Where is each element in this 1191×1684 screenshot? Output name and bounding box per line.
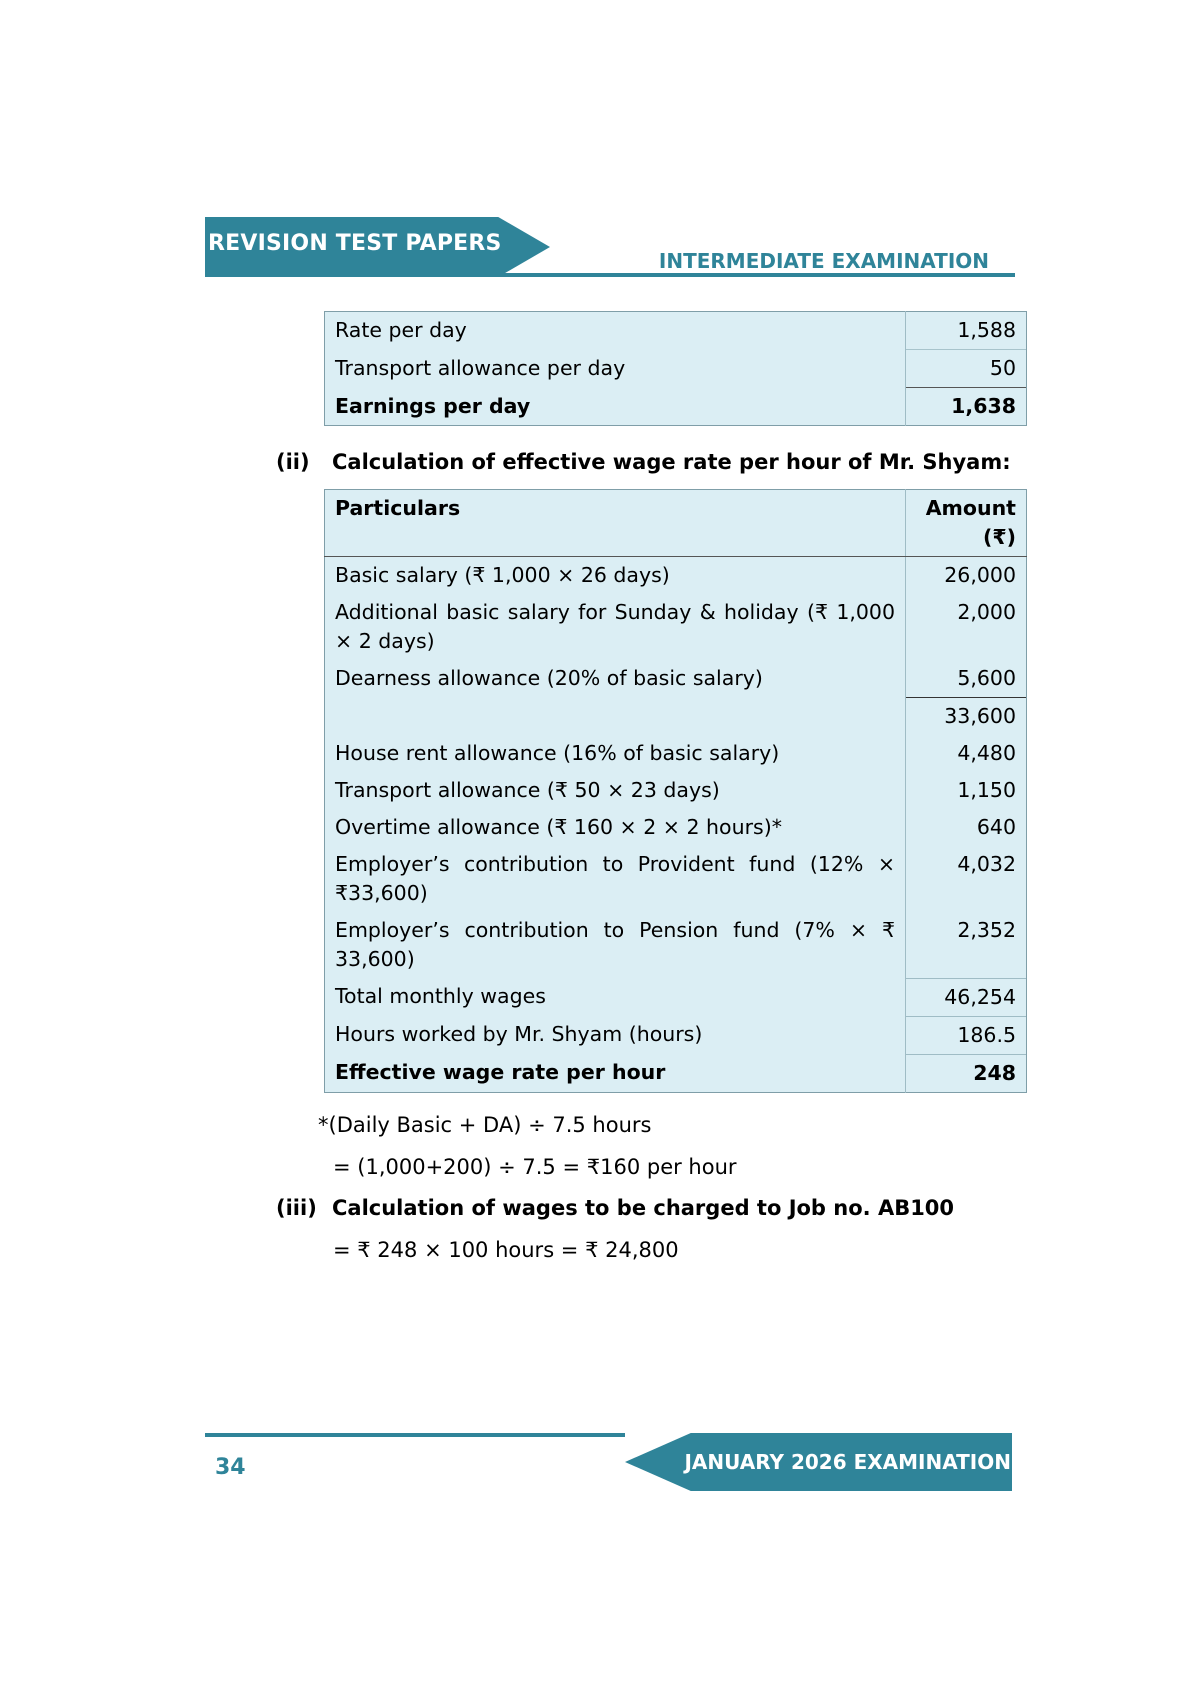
header-exam-title: INTERMEDIATE EXAMINATION	[658, 249, 989, 273]
row-label: Dearness allowance (20% of basic salary)	[325, 660, 906, 698]
section-title: Calculation of effective wage rate per hour of Mr. Shyam:	[332, 450, 1011, 474]
table-header-row	[325, 490, 1027, 557]
row-amount: 1,150	[906, 772, 1027, 809]
table-row	[325, 557, 1027, 595]
table-row	[325, 1016, 1027, 1054]
row-label: Basic salary (₹ 1,000 × 26 days)	[325, 557, 906, 595]
header-divider	[495, 273, 1015, 277]
row-amount: 186.5	[906, 1016, 1027, 1054]
header-banner-title: REVISION TEST PAPERS	[208, 231, 502, 256]
table-row	[325, 735, 1027, 772]
section-title: Calculation of wages to be charged to Job no. AB100	[332, 1196, 955, 1220]
row-amount: 4,480	[906, 735, 1027, 772]
row-label: Overtime allowance (₹ 160 × 2 × 2 hours)*	[325, 809, 906, 846]
row-amount: 2,000	[906, 594, 1027, 660]
footer-divider	[205, 1433, 625, 1437]
table-row	[325, 809, 1027, 846]
table-row	[325, 698, 1027, 736]
row-amount: 640	[906, 809, 1027, 846]
row-amount: 2,352	[906, 912, 1027, 978]
row-amount: 33,600	[906, 698, 1027, 736]
row-label	[325, 698, 906, 736]
table-row	[325, 350, 1027, 388]
table-row	[325, 660, 1027, 698]
row-label: Earnings per day	[325, 388, 906, 426]
table-row	[325, 846, 1027, 912]
row-label: Transport allowance (₹ 50 × 23 days)	[325, 772, 906, 809]
row-label: Additional basic salary for Sunday & holiday (₹ 1,000 × 2 days)	[325, 594, 906, 660]
column-header-particulars: Particulars	[325, 490, 906, 557]
row-label: Effective wage rate per hour	[325, 1054, 906, 1092]
row-amount: 46,254	[906, 978, 1027, 1016]
page-number: 34	[215, 1455, 246, 1480]
table-row	[325, 388, 1027, 426]
row-label: Employer’s contribution to Pension fund (7% × ₹ 33,600)	[325, 912, 906, 978]
earnings-per-day-table	[324, 311, 1027, 426]
job-wage-calculation: = ₹ 248 × 100 hours = ₹ 24,800	[333, 1238, 679, 1262]
overtime-note: *(Daily Basic + DA) ÷ 7.5 hours	[318, 1113, 652, 1137]
row-label: Rate per day	[325, 312, 906, 350]
row-label: Transport allowance per day	[325, 350, 906, 388]
effective-wage-table	[324, 489, 1027, 1093]
table-row	[325, 594, 1027, 660]
table-row	[325, 772, 1027, 809]
row-label: Hours worked by Mr. Shyam (hours)	[325, 1016, 906, 1054]
table-row	[325, 978, 1027, 1016]
row-label: Total monthly wages	[325, 978, 906, 1016]
row-label: Employer’s contribution to Provident fund (12% × ₹33,600)	[325, 846, 906, 912]
row-amount: 26,000	[906, 557, 1027, 595]
footer-exam-session: JANUARY 2026 EXAMINATION	[684, 1450, 1011, 1474]
section-number: (iii)	[276, 1196, 317, 1220]
row-amount: 50	[906, 350, 1027, 388]
table-row	[325, 912, 1027, 978]
table-row	[325, 312, 1027, 350]
column-header-amount: Amount (₹)	[906, 490, 1027, 557]
row-amount: 1,638	[906, 388, 1027, 426]
row-amount: 4,032	[906, 846, 1027, 912]
row-amount: 1,588	[906, 312, 1027, 350]
row-amount: 248	[906, 1054, 1027, 1092]
table-row	[325, 1054, 1027, 1092]
row-label: House rent allowance (16% of basic salary)	[325, 735, 906, 772]
row-amount: 5,600	[906, 660, 1027, 698]
overtime-note-calculation: = (1,000+200) ÷ 7.5 = ₹160 per hour	[333, 1155, 737, 1179]
section-number: (ii)	[276, 450, 310, 474]
